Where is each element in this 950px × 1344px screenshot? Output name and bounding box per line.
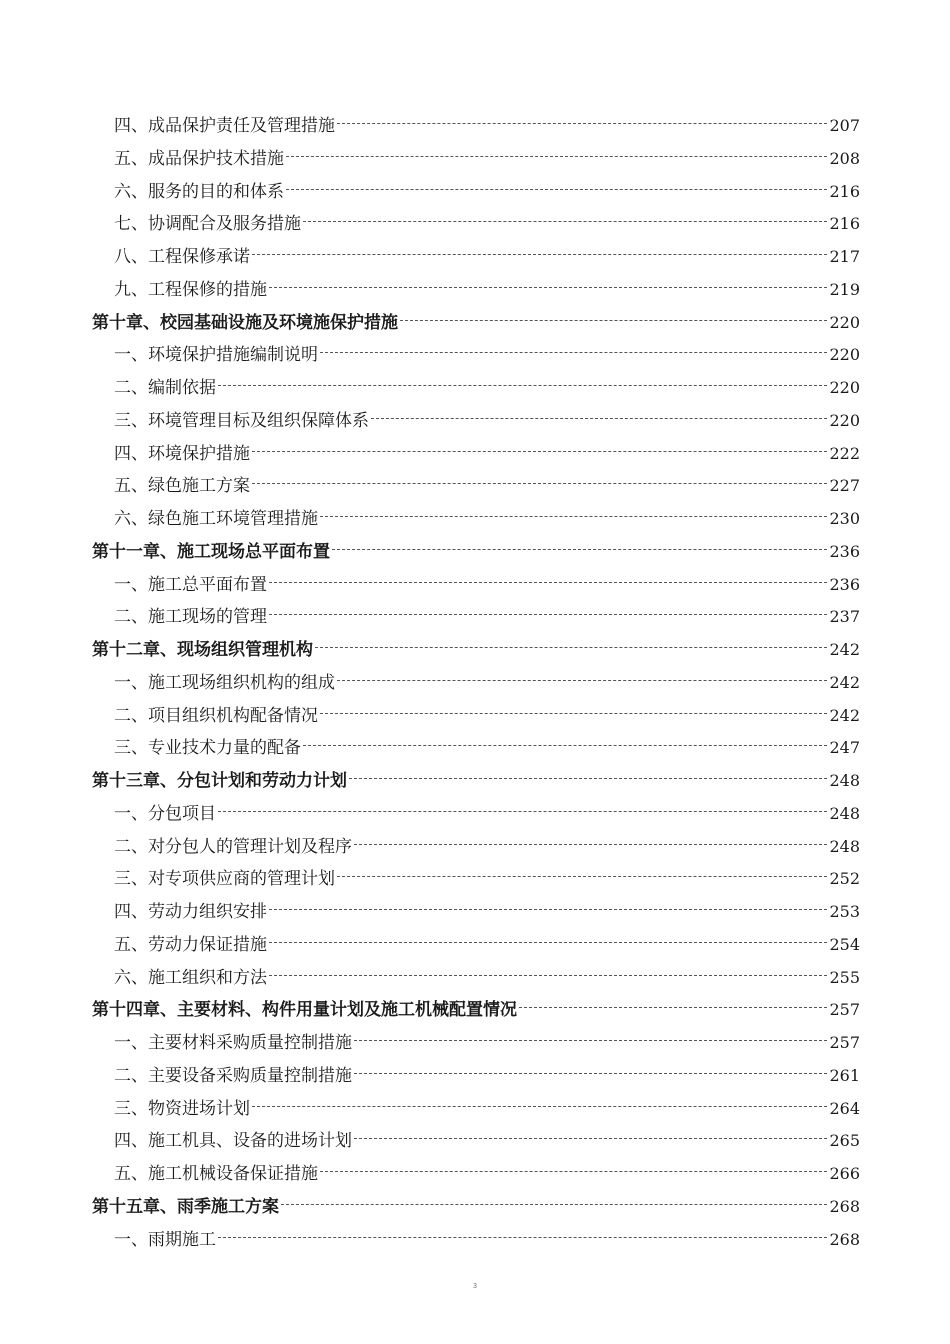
toc-section-entry[interactable] [92,732,860,765]
toc-entry-title: 第十二章、现场组织管理机构 [92,640,313,660]
toc-dotted-leader [303,221,827,222]
toc-entry-title: 五、绿色施工方案 [114,476,250,497]
toc-entry-title: 一、施工总平面布置 [114,574,267,595]
toc-entry-page-number: 220 [829,345,860,365]
toc-entry-title: 二、施工现场的管理 [114,607,267,628]
toc-section-entry[interactable] [92,372,860,405]
toc-entry-title: 四、成品保护责任及管理措施 [114,116,335,136]
toc-section-entry[interactable] [92,438,860,471]
toc-entry-title: 六、绿色施工环境管理措施 [114,509,318,529]
toc-entry-title: 一、主要材料采购质量控制措施 [114,1033,352,1053]
toc-entry-page-number: 219 [829,279,860,299]
toc-entry-page-number: 220 [829,378,860,397]
toc-entry-title: 三、对专项供应商的管理计划 [114,869,335,890]
toc-section-entry[interactable] [92,700,860,733]
toc-entry-title: 三、专业技术力量的配备 [114,738,301,759]
toc-section-entry[interactable] [92,896,860,929]
toc-entry-title: 五、劳动力保证措施 [114,934,267,955]
toc-section-entry[interactable] [92,1060,860,1093]
toc-entry-title: 六、服务的目的和体系 [114,181,284,202]
toc-section-entry[interactable] [92,1224,860,1257]
toc-entry-page-number: 222 [829,443,860,463]
toc-entry-title: 三、环境管理目标及组织保障体系 [114,410,369,431]
toc-dotted-leader [269,287,827,288]
toc-chapter-entry[interactable] [92,536,860,569]
toc-entry-title: 二、项目组织机构配备情况 [114,705,318,726]
toc-entry-page-number: 253 [829,902,860,921]
toc-entry-title: 四、施工机具、设备的进场计划 [114,1131,352,1152]
toc-entry-title: 六、施工组织和方法 [114,967,267,988]
toc-entry-title: 一、雨期施工 [114,1229,216,1250]
toc-entry-title: 二、编制依据 [114,378,216,398]
toc-dotted-leader [286,189,827,190]
toc-entry-page-number: 242 [829,705,860,725]
toc-dotted-leader [269,582,827,583]
toc-section-entry[interactable] [92,241,860,274]
toc-section-entry[interactable] [92,274,860,307]
toc-dotted-leader [337,123,827,124]
toc-dotted-leader [354,1138,827,1139]
toc-entry-page-number: 248 [829,803,860,823]
toc-dotted-leader [303,745,827,746]
toc-entry-page-number: 236 [829,541,860,561]
toc-entry-title: 一、环境保护措施编制说明 [114,345,318,366]
toc-section-entry[interactable] [92,667,860,700]
toc-entry-page-number: 254 [829,934,860,954]
toc-entry-title: 第十章、校园基础设施及环境施保护措施 [92,312,398,333]
table-of-contents [92,110,860,1256]
toc-dotted-leader [320,1171,827,1172]
toc-entry-title: 第十三章、分包计划和劳动力计划 [92,771,347,791]
toc-chapter-entry[interactable] [92,634,860,667]
toc-entry-page-number: 208 [829,148,860,168]
toc-entry-page-number: 255 [829,967,860,987]
toc-entry-title: 九、工程保修的措施 [114,279,267,300]
toc-section-entry[interactable] [92,929,860,962]
toc-section-entry[interactable] [92,1125,860,1158]
toc-dotted-leader [218,385,827,386]
toc-entry-page-number: 236 [829,574,860,594]
toc-section-entry[interactable] [92,176,860,209]
toc-entry-page-number: 216 [829,214,860,234]
toc-entry-page-number: 264 [829,1098,860,1118]
toc-section-entry[interactable] [92,470,860,503]
toc-dotted-leader [252,483,827,484]
toc-entry-title: 三、物资进场计划 [114,1098,250,1119]
toc-dotted-leader [320,713,827,714]
toc-section-entry[interactable] [92,503,860,536]
toc-entry-title: 一、施工现场组织机构的组成 [114,672,335,693]
toc-entry-title: 第十五章、雨季施工方案 [92,1196,279,1217]
toc-dotted-leader [269,942,827,943]
toc-entry-page-number: 248 [829,836,860,856]
toc-entry-page-number: 248 [829,771,860,790]
toc-entry-title: 四、劳动力组织安排 [114,902,267,922]
toc-chapter-entry[interactable] [92,765,860,798]
toc-entry-page-number: 257 [829,1033,860,1052]
toc-section-entry[interactable] [92,831,860,864]
toc-entry-title: 五、成品保护技术措施 [114,148,284,169]
toc-dotted-leader [337,876,827,877]
toc-entry-page-number: 268 [829,1196,860,1216]
toc-entry-title: 一、分包项目 [114,803,216,824]
toc-dotted-leader [337,680,827,681]
toc-dotted-leader [252,254,827,255]
toc-section-entry[interactable] [92,1093,860,1126]
toc-dotted-leader [218,1237,827,1238]
toc-entry-page-number: 237 [829,607,860,627]
toc-section-entry[interactable] [92,339,860,372]
toc-entry-page-number: 242 [829,640,860,659]
toc-entry-title: 二、对分包人的管理计划及程序 [114,836,352,857]
toc-entry-page-number: 257 [829,1000,860,1020]
page-number: 3 [472,1282,478,1290]
toc-entry-title: 八、工程保修承诺 [114,247,250,267]
toc-entry-title: 七、协调配合及服务措施 [114,214,301,235]
toc-dotted-leader [252,1106,827,1107]
toc-entry-page-number: 207 [829,116,860,135]
toc-section-entry[interactable] [92,110,860,143]
toc-dotted-leader [286,156,827,157]
toc-dotted-leader [269,909,827,910]
toc-section-entry[interactable] [92,1158,860,1191]
toc-chapter-entry[interactable] [92,307,860,340]
toc-dotted-leader [354,1040,827,1041]
toc-chapter-entry[interactable] [92,994,860,1027]
toc-entry-page-number: 230 [829,509,860,528]
toc-entry-page-number: 227 [829,476,860,496]
toc-entry-page-number: 266 [829,1164,860,1183]
toc-entry-page-number: 220 [829,410,860,430]
toc-dotted-leader [218,811,827,812]
toc-dotted-leader [519,1007,827,1008]
toc-dotted-leader [332,549,827,550]
toc-section-entry[interactable] [92,405,860,438]
toc-entry-page-number: 216 [829,181,860,201]
toc-section-entry[interactable] [92,569,860,602]
toc-section-entry[interactable] [92,1027,860,1060]
toc-dotted-leader [315,647,827,648]
toc-entry-page-number: 261 [829,1065,860,1085]
toc-section-entry[interactable] [92,208,860,241]
toc-entry-page-number: 217 [829,247,860,266]
toc-entry-page-number: 268 [829,1229,860,1249]
toc-entry-title: 第十四章、主要材料、构件用量计划及施工机械配置情况 [92,1000,517,1021]
toc-section-entry[interactable] [92,143,860,176]
toc-dotted-leader [320,516,827,517]
toc-dotted-leader [320,352,827,353]
toc-dotted-leader [371,418,827,419]
toc-entry-title: 第十一章、施工现场总平面布置 [92,541,330,562]
toc-dotted-leader [269,614,827,615]
toc-section-entry[interactable] [92,863,860,896]
toc-dotted-leader [400,320,827,321]
toc-entry-page-number: 220 [829,312,860,332]
toc-entry-title: 四、环境保护措施 [114,443,250,464]
toc-entry-page-number: 242 [829,672,860,692]
toc-chapter-entry[interactable] [92,1191,860,1224]
toc-section-entry[interactable] [92,798,860,831]
toc-entry-page-number: 252 [829,869,860,889]
toc-entry-page-number: 247 [829,738,860,758]
toc-entry-page-number: 265 [829,1131,860,1151]
toc-dotted-leader [281,1204,827,1205]
toc-entry-title: 二、主要设备采购质量控制措施 [114,1065,352,1086]
toc-entry-title: 五、施工机械设备保证措施 [114,1164,318,1184]
toc-dotted-leader [354,1073,827,1074]
toc-dotted-leader [349,778,827,779]
toc-section-entry[interactable] [92,601,860,634]
toc-dotted-leader [252,451,827,452]
toc-dotted-leader [269,975,827,976]
toc-section-entry[interactable] [92,962,860,995]
toc-dotted-leader [354,844,827,845]
